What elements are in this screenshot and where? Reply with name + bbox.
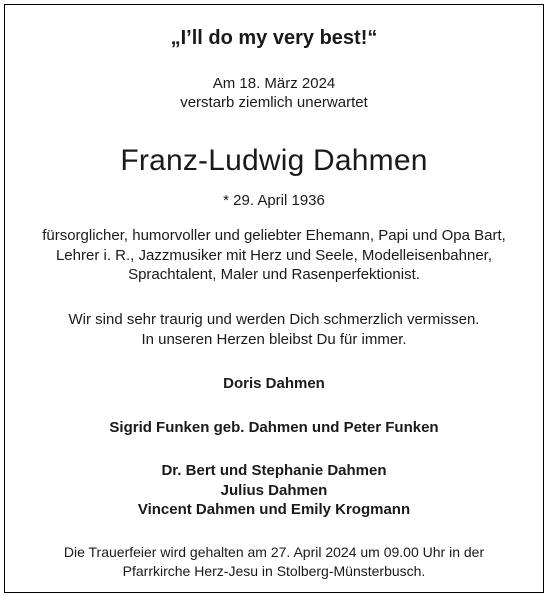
mourner-name: Dr. Bert und Stephanie Dahmen (161, 462, 387, 479)
motto-quote: „I’ll do my very best!“ (170, 27, 378, 49)
death-circumstance: verstarb ziemlich unerwartet (180, 94, 368, 111)
mourner-name: Julius Dahmen (220, 482, 328, 499)
funeral-info-line: Pfarrkirche Herz-Jesu in Stolberg-Münsterbusch. (122, 563, 426, 579)
description-line: Lehrer i. R., Jazzmusiker mit Herz und Seele, Modelleisenbahner, (55, 247, 493, 264)
birth-date: * 29. April 1936 (223, 192, 325, 209)
mourner-name: Sigrid Funken geb. Dahmen und Peter Funken (109, 419, 439, 436)
message-line: In unseren Herzen bleibst Du für immer. (141, 331, 407, 348)
message-line: Wir sind sehr traurig und werden Dich schmerzlich vermissen. (68, 311, 480, 328)
mourner-name: Vincent Dahmen und Emily Krogmann (137, 501, 411, 518)
description-line: fürsorglicher, humorvoller und geliebter Ehemann, Papi und Opa Bart, (42, 227, 506, 244)
mourner-name: Doris Dahmen (223, 375, 325, 392)
description-line: Sprachtalent, Maler und Rasenperfektionist. (128, 266, 420, 283)
funeral-info-line: Die Trauerfeier wird gehalten am 27. April 2024 um 09.00 Uhr in der (63, 544, 485, 560)
deceased-name: Franz-Ludwig Dahmen (120, 144, 428, 177)
death-date: Am 18. März 2024 (212, 75, 336, 92)
